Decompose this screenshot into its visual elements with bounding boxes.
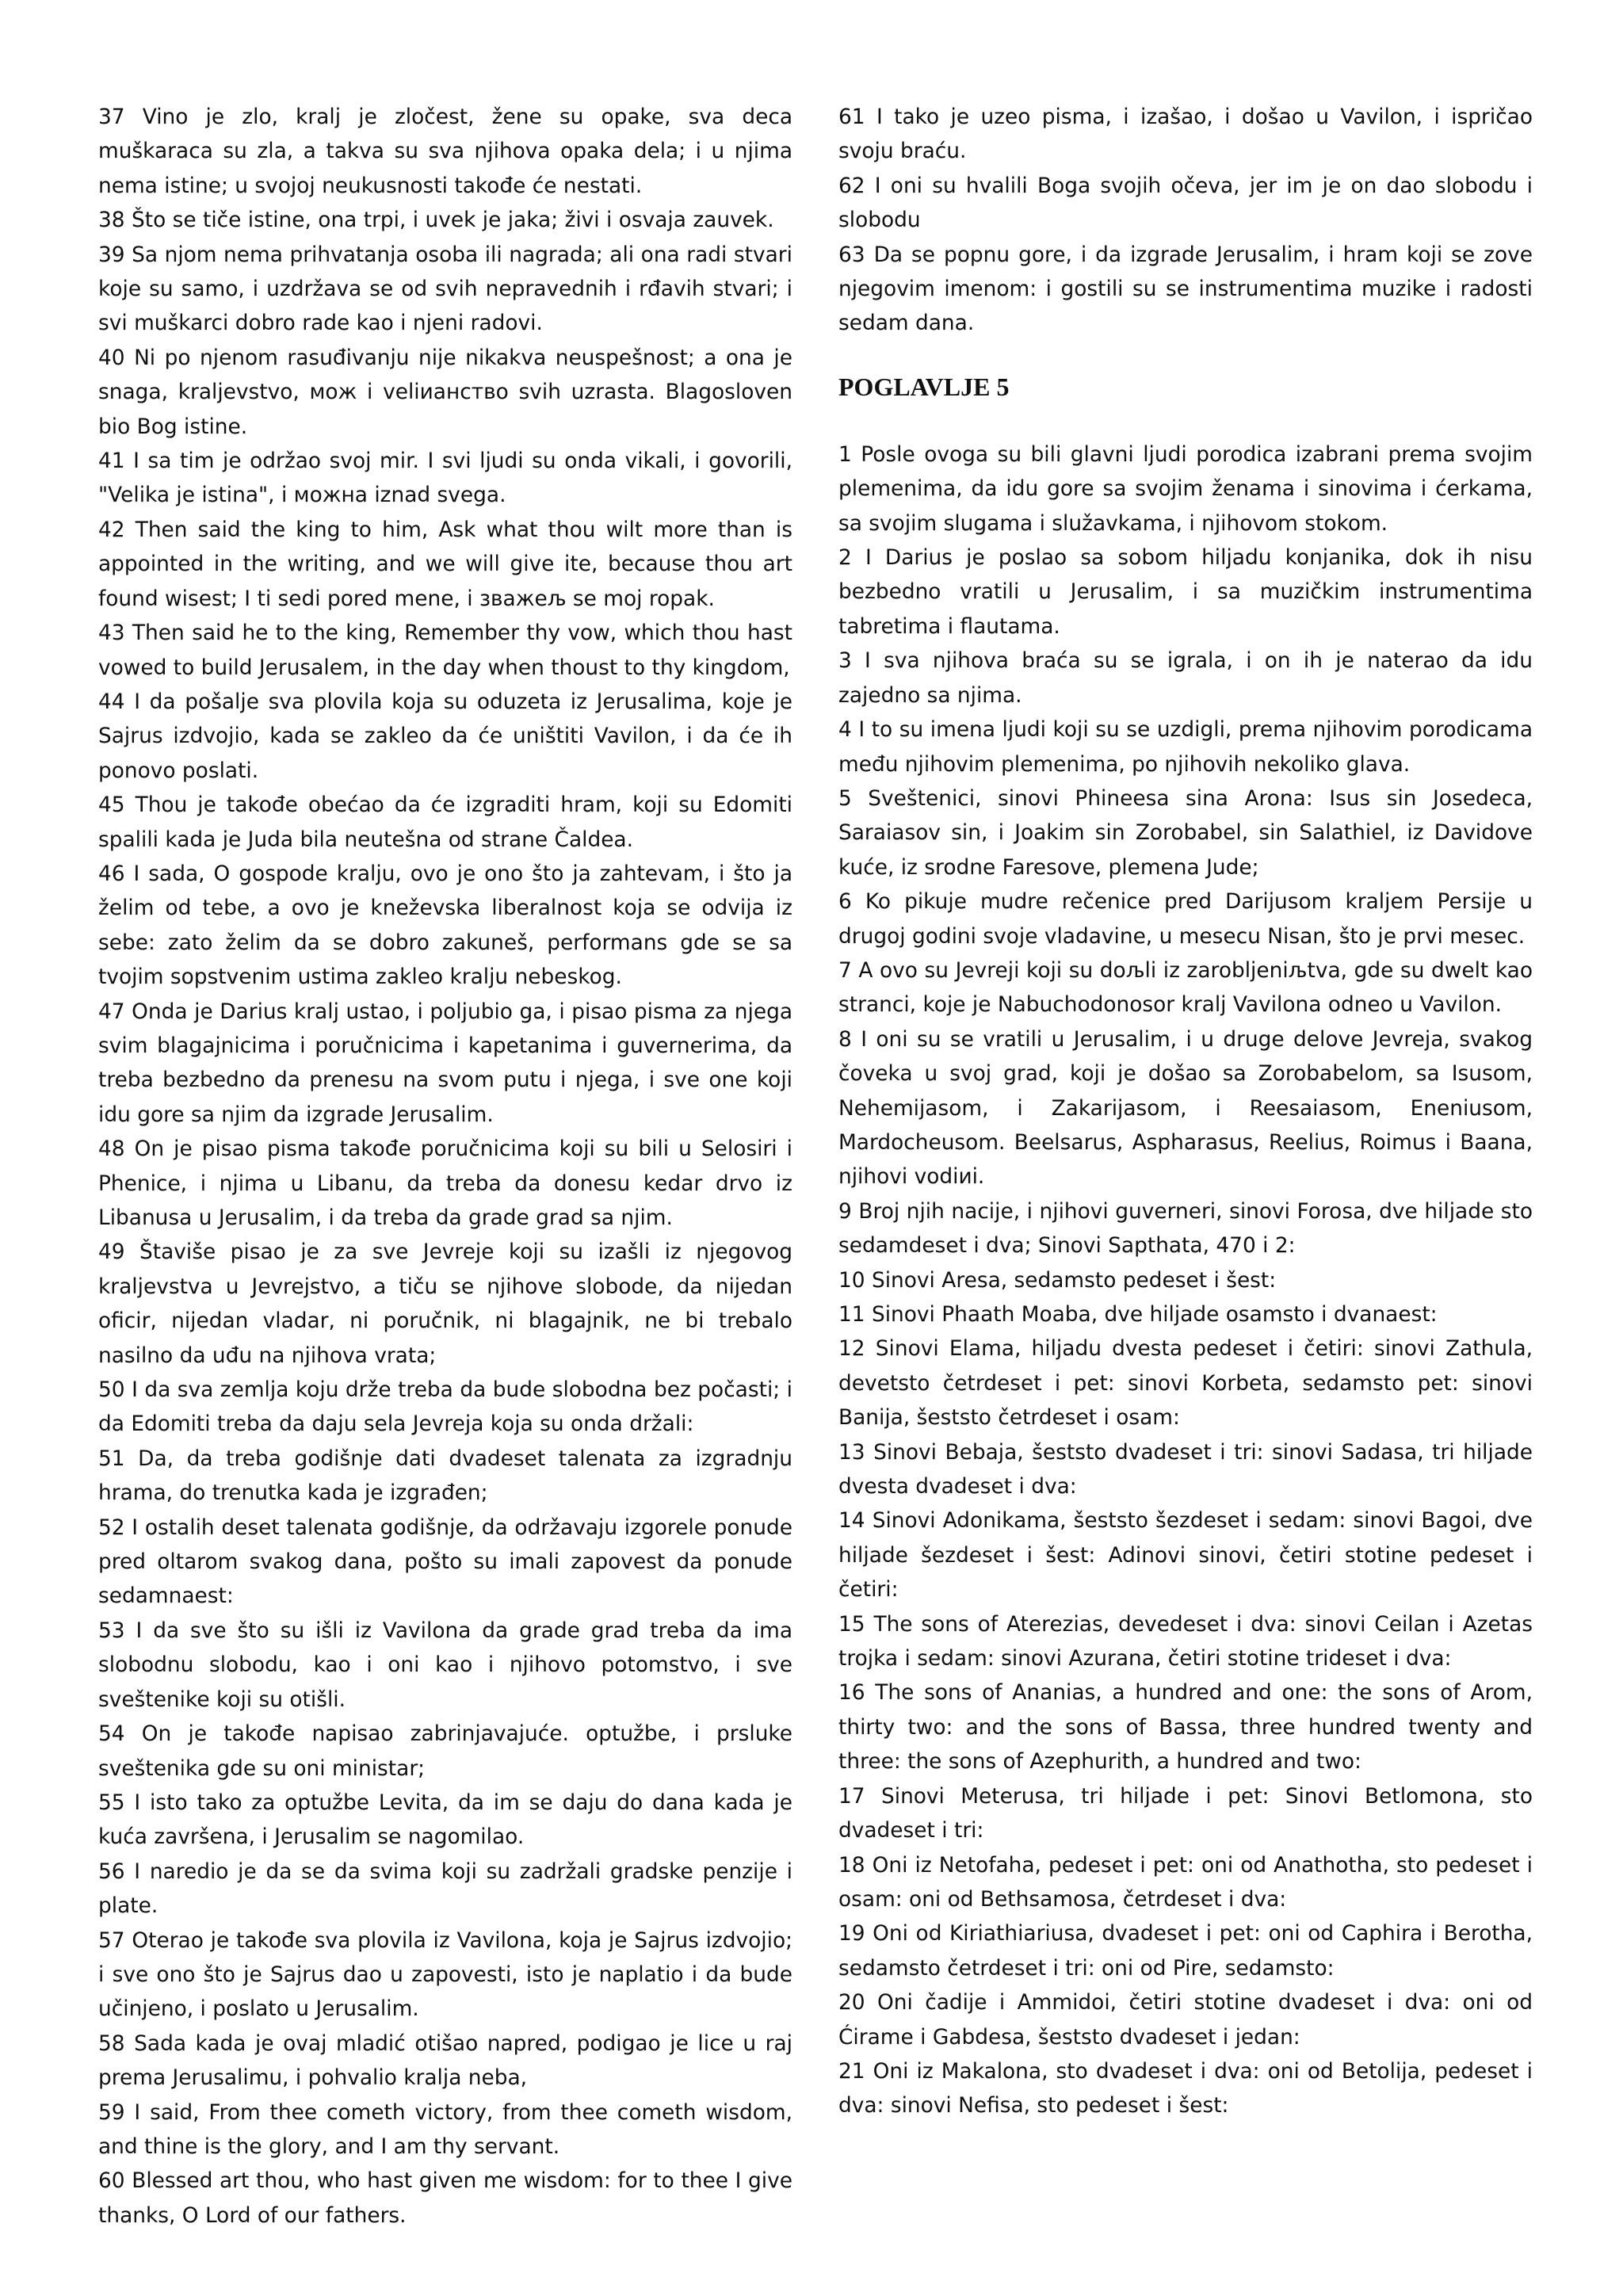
verse: 13 Sinovi Bebaja, šeststo dvadeset i tri: sinovi Sadasa, tri hiljade dvesta dvadeset i dva:: [838, 1439, 1533, 1499]
verse: 11 Sinovi Phaath Moaba, dve hiljade osamsto i dvanaest:: [838, 1302, 1438, 1327]
verse: 46 I sada, O gospode kralju, ovo je ono što ja zahtevam, i što ja želim od tebe, a ovo je kneževska liberalnost koja se odvija iz sebe: zato želim da se dobro zakuneš, performans gde se sa tvojim sopstvenim ustima zakleo kralju nebeskog.: [98, 861, 792, 990]
verse: 58 Sada kada je ovaj mladić otišao napred, podigao je lice u raj prema Jerusalimu, i pohvalio kralja neba,: [98, 2030, 792, 2091]
verse: 20 Oni čadije i Ammidoi, četiri stotine dvadeset i dva: oni od Ćirame i Gabdesa, šeststo dvadeset i jedan:: [838, 1990, 1533, 2050]
verse: 52 I ostalih deset talenata godišnje, da održavaju izgorele ponude pred oltarom svakog dana, pošto su imali zapovest da ponude sedamnaest:: [98, 1515, 792, 1609]
verse: 4 I to su imena ljudi koji su se uzdigli, prema njihovim porodicama među njihovim plemenima, po njihovih nekoliko glava.: [838, 717, 1533, 777]
verse: 7 A ovo su Jevreji koji su doљli iz zarobljeniљtva, gde su dwelt kao stranci, koje je Nabuchodonosor kralj Vavilona odneo u Vavilon.: [838, 957, 1533, 1018]
verse: 57 Oterao je takođe sva plovila iz Vavilona, koja je Sajrus izdvojio; i sve ono što je Sajrus dao u zapovesti, isto je naplatio i da bude učinjeno, i poslato u Jerusalim.: [98, 1927, 792, 2022]
verse: 63 Da se popnu gore, i da izgrade Jerusalim, i hram koji se zove njegovim imenom: i gostili su se instrumentima muzike i radosti sedam dana.: [838, 242, 1533, 336]
verse: 37 Vino je zlo, kralj je zločest, žene su opake, sva deca muškaraca su zla, a takva su sva njihova opaka dela; i u njima nema istine; u svojoj neukusnosti takođe će nestati.: [98, 105, 792, 198]
verse: 38 Što se tiče istine, ona trpi, i uvek je jaka; živi i osvaja zauvek.: [98, 208, 774, 233]
verse: 51 Da, da treba godišnje dati dvadeset talenata za izgradnju hrama, do trenutka kada je izgrađen;: [98, 1446, 792, 1506]
verse: 15 The sons of Aterezias, devedeset i dva: sinovi Ceilan i Azetas trojka i sedam: sinovi Azurana, četiri stotine trideset i dva:: [838, 1611, 1533, 1671]
verse: 55 I isto tako za optužbe Levita, da im se daju do dana kada je kuća završena, i Jerusalim se nagomilao.: [98, 1790, 792, 1850]
chapter-heading: POGLAVLJE 5: [838, 372, 1010, 401]
verse: 40 Ni po njenom rasuđivanju nije nikakva neuspešnost; a ona je snaga, kraljevstvo, мож i veliианство svih uzrasta. Blagosloven bio Bog istine.: [98, 345, 792, 439]
verse: 19 Oni od Kiriathiariusa, dvadeset i pet: oni od Caphira i Berotha, sedamsto četrdeset i tri: oni od Pire, sedamsto:: [838, 1921, 1533, 1981]
verse: 39 Sa njom nema prihvatanja osoba ili nagrada; ali ona radi stvari koje su samo, i uzdržava se od svih nepravednih i rđavih stvari; i svi muškarci dobro rade kao i njeni radovi.: [98, 242, 792, 336]
verse: 5 Sveštenici, sinovi Phineesa sina Arona: Isus sin Josedeca, Saraiasov sin, i Joakim sin Zorobabel, sin Salathiel, iz Davidove kuće, iz srodne Faresove, plemena Jude;: [838, 785, 1533, 880]
verse: 42 Then said the king to him, Ask what thou wilt more than is appointed in the writing, and we will give ite, because thou art found wisest; I ti sedi pored mene, i зважељ se moj ropak.: [98, 517, 792, 611]
verse: 54 On je takođe napisao zabrinjavajuće. optužbe, i prsluke sveštenika gde su oni ministar;: [98, 1721, 792, 1781]
document-page: [98, 100, 1533, 2240]
right-column: [838, 100, 1533, 2240]
verse: 59 I said, From thee cometh victory, from thee cometh wisdom, and thine is the glory, and I am thy servant.: [98, 2099, 792, 2159]
verse: 56 I naredio je da se da svima koji su zadržali gradske penzije i plate.: [98, 1859, 792, 1919]
verse: 41 I sa tim je održao svoj mir. I svi ljudi su onda vikali, i govorili, "Velika je istina", i можна iznad svega.: [98, 449, 792, 508]
verse: 53 I da sve što su išli iz Vavilona da grade grad treba da ima slobodnu slobodu, kao i oni kao i njihovo potomstvo, i sve sveštenike koji su otišli.: [98, 1618, 792, 1712]
verse: 44 I da pošalje sva plovila koja su oduzeta iz Jerusalima, koje je Sajrus izdvojio, kada se zakleo da će uništiti Vavilon, i da će ih ponovo poslati.: [98, 689, 792, 783]
verse: 14 Sinovi Adonikama, šeststo šezdeset i sedam: sinovi Bagoi, dve hiljade šezdeset i šest: Adinovi sinovi, četiri stotine pedeset i četiri:: [838, 1508, 1533, 1603]
verse: 60 Blessed art thou, who hast given me wisdom: for to thee I give thanks, O Lord of our fathers.: [98, 2168, 792, 2228]
verse: 17 Sinovi Meterusa, tri hiljade i pet: Sinovi Betlomona, sto dvadeset i tri:: [838, 1783, 1533, 1843]
verse: 50 I da sva zemlja koju drže treba da bude slobodna bez počasti; i da Edomiti treba da daju sela Jevreja koja su onda držali:: [98, 1377, 792, 1437]
verse: 3 I sva njihova braća su se igrala, i on ih je naterao da idu zajedno sa njima.: [838, 648, 1533, 708]
verse: 2 I Darius je poslao sa sobom hiljadu konjanika, dok ih nisu bezbedno vratili u Jerusalim, i sa muzičkim instrumentima tabretima i flautama.: [838, 545, 1533, 639]
verse: 49 Štaviše pisao je za sve Jevreje koji su izašli iz njegovog kraljevstva u Jevrejstvo, a tiču se njihove slobode, da nijedan oficir, nijedan vladar, ni poručnik, ni blagajnik, ne bi trebalo nasilno da uđu na njihova vrata;: [98, 1240, 792, 1368]
verse: 45 Thou je takođe obećao da će izgraditi hram, koji su Edomiti spalili kada je Juda bila neutešna od strane Čaldea.: [98, 793, 792, 852]
verse: 18 Oni iz Netofaha, pedeset i pet: oni od Anathotha, sto pedeset i osam: oni od Bethsamosa, četrdeset i dva:: [838, 1852, 1533, 1912]
verse: 1 Posle ovoga su bili glavni ljudi porodica izabrani prema svojim plemenima, da idu gore sa svojim ženama i sinovima i ćerkama, sa svojim slugama i služavkama, i njihovom stokom.: [838, 441, 1533, 536]
verse: 16 The sons of Ananias, a hundred and one: the sons of Arom, thirty two: and the sons of Bassa, three hundred twenty and three: the sons of Azephurith, a hundred and two:: [838, 1680, 1533, 1775]
verse: 9 Broj njih nacije, i njihovi guverneri, sinovi Forosa, dve hiljade sto sedamdeset i dva; Sinovi Sapthata, 470 i 2:: [838, 1198, 1533, 1259]
verse: 10 Sinovi Aresa, sedamsto pedeset i šest:: [838, 1267, 1277, 1293]
verse: 43 Then said he to the king, Remember thy vow, which thou hast vowed to build Jerusalem, in the day when thoust to thy kingdom,: [98, 621, 792, 680]
right-column-top: [838, 100, 1533, 341]
left-column: [98, 100, 792, 2240]
verse: 12 Sinovi Elama, hiljadu dvesta pedeset i četiri: sinovi Zathula, devetsto četrdeset i pet: sinovi Korbeta, sedamsto pet: sinovi Banija, šeststo četrdeset i osam:: [838, 1336, 1533, 1431]
verse: 61 I tako je uzeo pisma, i izašao, i došao u Vavilon, i ispričao svoju braću.: [838, 105, 1533, 164]
right-column-bottom: [838, 437, 1533, 2123]
verse: 62 I oni su hvalili Boga svojih očeva, jer im je on dao slobodu i slobodu: [838, 173, 1533, 233]
verse: 47 Onda je Darius kralj ustao, i poljubio ga, i pisao pisma za njega svim blagajnicima i poručnicima i kapetanima i guvernerima, da treba bezbedno da prenesu na svom putu i njega, i sve one koji idu gore sa njim da izgrade Jerusalim.: [98, 999, 792, 1127]
verse: 48 On je pisao pisma takođe poručnicima koji su bili u Selosiri i Phenice, i njima u Libanu, da treba da donesu kedar drvo iz Libanusa u Jerusalim, i da treba da grade grad sa njim.: [98, 1137, 792, 1230]
verse: 21 Oni iz Makalona, sto dvadeset i dva: oni od Betolija, pedeset i dva: sinovi Nefisa, sto pedeset i šest:: [838, 2058, 1533, 2118]
verse: 8 I oni su se vratili u Jerusalim, i u druge delove Jevreja, svakog čoveka u svoj grad, koji je došao sa Zorobabelom, sa Isusom, Nehemijasom, i Zakarijasom, i Reesaiasom, Eneniusom, Mardocheusom. Beelsarus, Aspharasus, Reelius, Roimus i Baana, njihovi vodiиi.: [838, 1026, 1533, 1190]
verse: 6 Ko pikuje mudre rečenice pred Darijusom kraljem Persije u drugoj godini svoje vladavine, u mesecu Nisan, što je prvi mesec.: [838, 889, 1533, 949]
